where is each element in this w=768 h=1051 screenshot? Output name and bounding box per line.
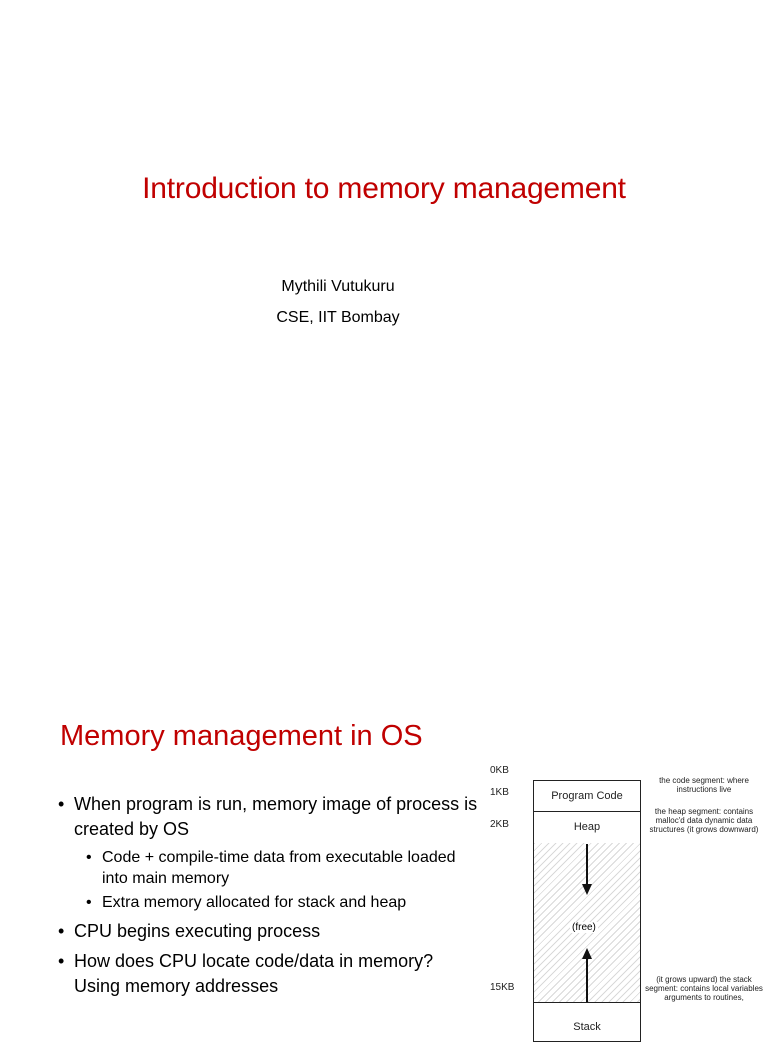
sub-bullet-item	[58, 847, 478, 889]
code-segment-description: the code segment: where instructions live	[659, 776, 749, 794]
sub-bullet-text: Extra memory allocated for stack and heap	[102, 894, 407, 911]
address-label: 1KB	[490, 787, 509, 798]
address-label: 0KB	[490, 765, 509, 776]
bullet-text: How does CPU locate code/data in memory? Using memory addresses	[74, 951, 434, 996]
author-name: Mythili Vutukuru	[281, 278, 395, 295]
program-code-segment: Program Code	[533, 780, 641, 812]
bullet-item	[58, 949, 478, 999]
stack-segment-description: (it grows upward) the stack segment: contains local variables arguments to routines,	[645, 975, 763, 1002]
sub-bullet-item	[58, 892, 478, 913]
bullet-dot-icon: •	[58, 794, 65, 814]
arrow-up-icon-head	[582, 948, 592, 959]
bullet-dot-icon: •	[86, 849, 92, 866]
address-label: 2KB	[490, 819, 509, 830]
bullet-item	[58, 792, 478, 842]
heap-segment-description: the heap segment: contains malloc'd data dynamic data structures (it grows downward)	[649, 807, 759, 834]
bullet-dot-icon: •	[58, 951, 65, 971]
address-label: 15KB	[490, 982, 515, 993]
slide-title: Memory management in OS	[60, 720, 423, 752]
slide-title: Introduction to memory management	[142, 172, 626, 205]
heap-segment: Heap	[533, 811, 641, 844]
arrow-down-icon	[586, 844, 588, 886]
author-affiliation: CSE, IIT Bombay	[276, 309, 400, 326]
sub-bullet-text: Code + compile-time data from executable loaded into main memory	[102, 849, 456, 887]
arrow-down-icon-head	[582, 884, 592, 895]
bullet-text: CPU begins executing process	[74, 921, 321, 941]
content-slide	[0, 680, 768, 1033]
bullet-item	[58, 919, 478, 944]
bullet-dot-icon: •	[58, 921, 65, 941]
bullet-list	[58, 792, 478, 1004]
memory-layout-diagram	[480, 765, 768, 1033]
arrow-up-icon	[586, 959, 588, 1003]
bullet-text: When program is run, memory image of process is created by OS	[74, 794, 478, 839]
bullet-dot-icon: •	[86, 894, 92, 911]
stack-segment: Stack	[533, 1002, 641, 1042]
free-label: (free)	[572, 922, 596, 933]
